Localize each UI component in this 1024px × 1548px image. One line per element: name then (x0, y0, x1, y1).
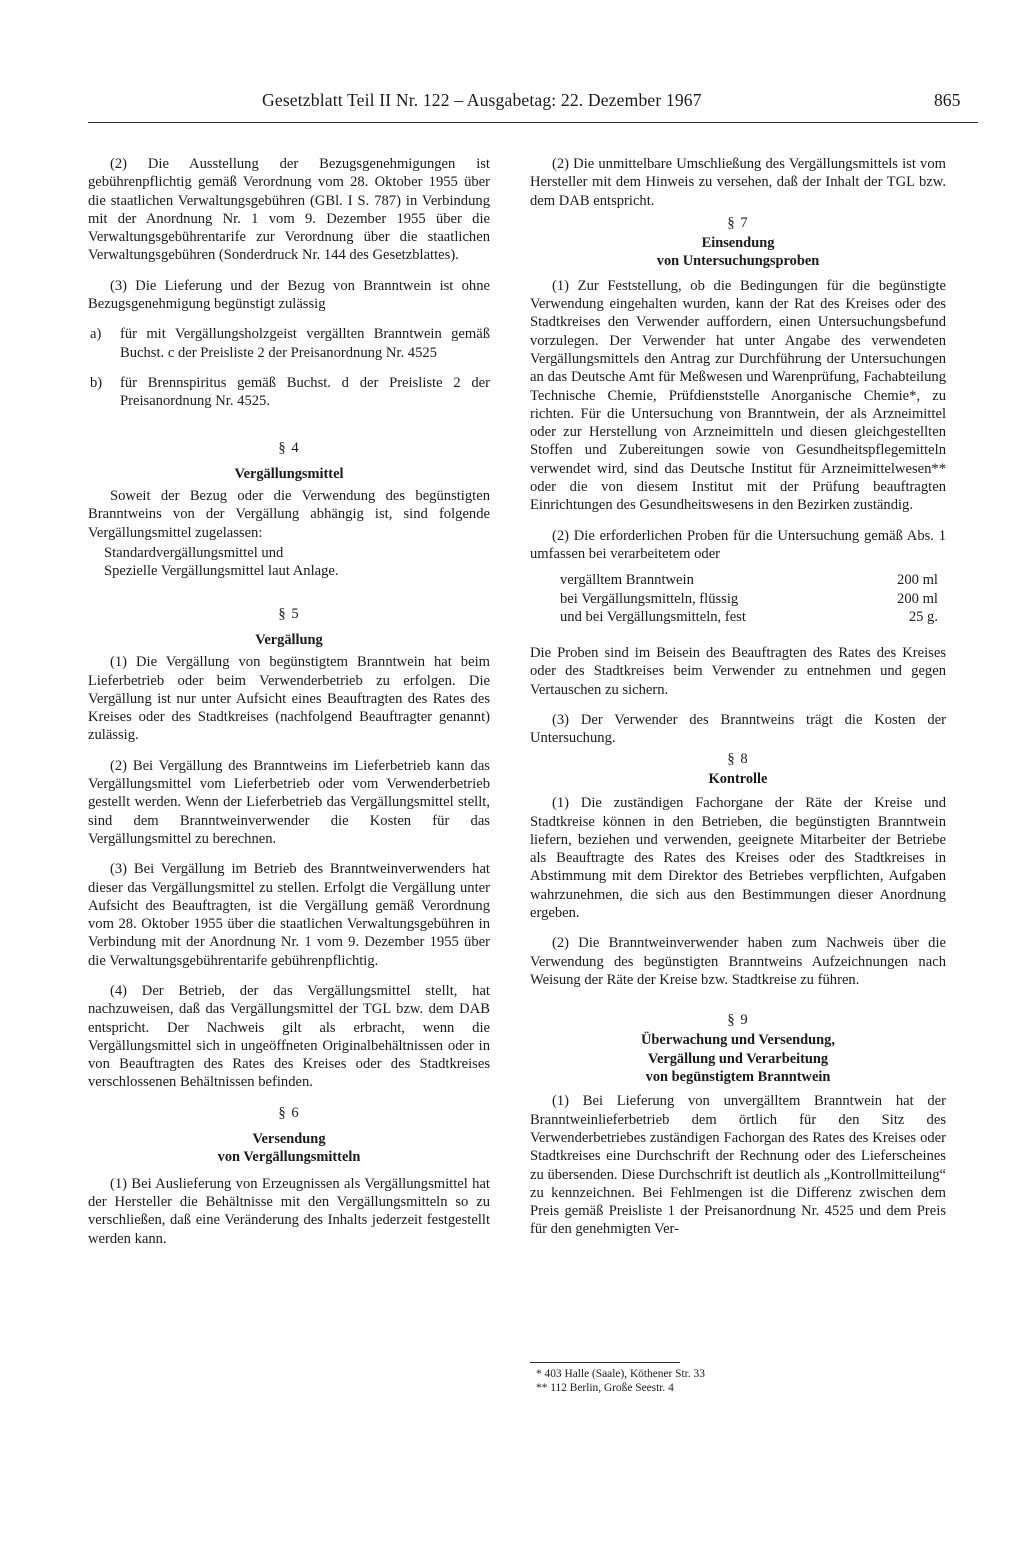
list-label: b) (90, 374, 103, 391)
right-column (530, 155, 946, 1251)
section-title (530, 1031, 946, 1086)
section-title: Kontrolle (708, 770, 768, 787)
paragraph: (1) Zur Feststellung, ob die Bedingungen für die begünstigte Verwendung eingehalten wurden, kann der Rat des Kreises oder des Stadtkreises den Verwender auffordern, einen Untersuchungsbefund vorzulegen. Der Verwender hat unter Angabe des verwendeten Vergällungsmittels den Antrag zur Durchführung der Untersuchungen an das Deutsche Amt für Meßwesen und Warenprüfung, Fachabteilung Technische Chemie, Prüfdienststelle Anorganische Chemie*, zu richten. Für die Untersuchung von Branntwein, der als Arzneimittel oder zur Herstellung von Arzneimitteln und diesen gleichgestellten Stoffen und Zubereitungen sowie von Gesundheitspflegemitteln verwendet wird, sind das Deutsche Institut für Arzneimittelwesen** oder die von diesem Institut mit der Prüfung beauftragten Einrichtungen des Gesundheitswesens in den Bezirken zuständig. (530, 277, 946, 514)
sample-table (530, 571, 946, 626)
header-rule (88, 122, 978, 123)
list-item: Standardvergällungsmittel und (104, 545, 284, 562)
section-title: Vergällungsmittel (234, 465, 344, 482)
table-label: vergälltem Branntwein (560, 572, 694, 589)
section-title-line: Überwachung und Versendung, (641, 1032, 835, 1049)
page-header (0, 86, 1024, 116)
section-title (88, 1130, 490, 1167)
section-title: Vergällung (255, 631, 323, 648)
section-number: § 6 (278, 1104, 300, 1121)
section-number: § 5 (278, 605, 300, 622)
table-value: 200 ml (897, 590, 938, 607)
list-label: a) (90, 326, 102, 343)
section-title-line: Vergällung und Verarbeitung (647, 1050, 829, 1067)
paragraph: (1) Bei Auslieferung von Erzeugnissen als Vergällungsmittel hat der Hersteller die Behältnisse mit den Vergällungsmitteln so zu verschließen, daß eine Veränderung des Inhalts jederzeit festgestellt werden kann. (88, 1175, 490, 1247)
list-text: für Brennspiritus gemäß Buchst. d der Preisliste 2 der Preisanordnung Nr. 4525. (120, 374, 490, 410)
section-number: § 9 (727, 1012, 749, 1029)
footnote: * 403 Halle (Saale), Köthener Str. 33 (536, 1368, 705, 1380)
paragraph: (1) Die zuständigen Fachorgane der Räte der Kreise und Stadtkreise können in den Betrieben, die begünstigten Branntwein liefern, beziehen und verwenden, geeignete Mitarbeiter der Betriebe als Beauftragte des Rates des Kreises oder des Stadtkreises in Abstimmung mit dem Direktor des Betriebes verpflichten, Aufgaben wahrzunehmen, die sich aus den Bestimmungen dieser Anordnung ergeben. (530, 795, 946, 921)
section-title-line: von Untersuchungsproben (656, 253, 820, 270)
paragraph: Die Proben sind im Beisein des Beauftragten des Rates des Kreises oder des Stadtkreises beim Verwender zu entnehmen und gegen Vertauschen zu sichern. (530, 645, 946, 698)
footnote: ** 112 Berlin, Große Seestr. 4 (536, 1382, 674, 1394)
section-number: § 7 (727, 214, 749, 231)
section-number: § 4 (278, 439, 300, 456)
table-label: und bei Vergällungsmitteln, fest (560, 608, 746, 625)
section-title-line: von begünstigtem Branntwein (645, 1069, 831, 1086)
list-item: Spezielle Vergällungsmittel laut Anlage. (104, 563, 339, 580)
paragraph: (1) Die Vergällung von begünstigtem Branntwein hat beim Lieferbetrieb oder beim Verwenderbetrieb zu erfolgen. Die Vergällung ist nur unter Aufsicht eines Beauftragten des Rates des Kreises oder des Stadtkreises (nachfolgend Beauftragter genannt) zulässig. (88, 654, 490, 744)
list-item (88, 374, 490, 411)
table-value: 25 g. (908, 608, 938, 625)
table-value: 200 ml (897, 572, 938, 589)
section-title-line: Versendung (252, 1131, 326, 1148)
table-row (530, 608, 946, 626)
paragraph: (2) Die erforderlichen Proben für die Untersuchung gemäß Abs. 1 umfassen bei verarbeitetem oder (530, 527, 946, 562)
list-text: für mit Vergällungsholzgeist vergällten Branntwein gemäß Buchst. c der Preisliste 2 der Preisanordnung Nr. 4525 (120, 326, 490, 361)
footnotes (530, 1362, 946, 1395)
vergaellungsmittel-list (104, 544, 490, 581)
section-title-line: von Vergällungsmitteln (217, 1149, 361, 1166)
section-title (530, 234, 946, 271)
paragraph: (1) Bei Lieferung von unvergälltem Branntwein hat der Branntweinlieferbetrieb dem örtlich für den Sitz des Verwenderbetriebes zuständigen Fachorgan des Rates des Kreises oder Stadtkreises eine Durchschrift der Rechnung oder des Lieferscheines zu übersenden. Diese Durchschrift ist deutlich als „Kontrollmitteilung“ zu kennzeichnen. Bei Fehlmengen ist die Differenz zwischen dem Preis gemäß Preisliste 1 der Preisanordnung Nr. 4525 und dem Preis für den genehmigten Ver- (530, 1093, 946, 1238)
paragraph: (4) Der Betrieb, der das Vergällungsmittel stellt, hat nachzuweisen, daß das Vergällungsmittel der TGL bzw. dem DAB entspricht. Der Nachweis gilt als erbracht, wenn die Vergällungsmittel sich in ungeöffneten Originalbehältnissen oder in von Beauftragten des Rates des Kreises oder des Stadtkreises verschlossenen Behältnissen befinden. (88, 982, 490, 1091)
table-label: bei Vergällungsmitteln, flüssig (560, 590, 739, 607)
paragraph: (3) Bei Vergällung im Betrieb des Branntweinverwenders hat dieser das Vergällungsmittel zu stellen. Erfolgt die Vergällung unter Aufsicht des Beauftragten, ist die Vergällung gemäß Verordnung vom 28. Oktober 1955 über die staatlichen Verwaltungsgebühren in Verbindung mit der Anordnung Nr. 1 vom 9. Dezember 1955 über die Verwaltungsgebührentarife gebührenpflichtig. (88, 861, 490, 969)
paragraph: Soweit der Bezug oder die Verwendung des begünstigten Branntweins von der Vergällung abhängig ist, sind folgende Vergällungsmittel zugelassen: (88, 488, 490, 541)
paragraph: (2) Die Branntweinverwender haben zum Nachweis über die Verwendung des begünstigten Branntweins Aufzeichnungen nach Weisung der Räte der Kreise bzw. Stadtkreise zu führen. (530, 935, 946, 988)
section-title-line: Einsendung (701, 235, 775, 252)
paragraph: (2) Die unmittelbare Umschließung des Vergällungsmittels ist vom Hersteller mit dem Hinweis zu versehen, daß der Inhalt der TGL bzw. dem DAB entspricht. (530, 156, 946, 209)
list-item (88, 325, 490, 362)
table-row (530, 590, 946, 608)
page-number: 865 (934, 90, 961, 110)
footnote-rule (530, 1362, 680, 1363)
paragraph: (3) Der Verwender des Branntweins trägt die Kosten der Untersuchung. (530, 712, 946, 747)
paragraph: (2) Bei Vergällung des Branntweins im Lieferbetrieb kann das Vergällungsmittel vom Lieferbetrieb oder vom Verwenderbetrieb gestellt werden. Wenn der Lieferbetrieb das Vergällungsmittel stellt, sind dem Branntweinverwender die Kosten für das Vergällungsmittel zu berechnen. (88, 757, 490, 847)
paragraph: (2) Die Ausstellung der Bezugsgenehmigungen ist gebührenpflichtig gemäß Verordnung vom 28. Oktober 1955 über die staatlichen Verwaltungsgebühren (GBl. I S. 787) in Verbindung mit der Anordnung Nr. 1 vom 9. Dezember 1955 über die Verwaltungsgebührentarife zur Verordnung über die staatlichen Verwaltungsgebühren (Sonderdruck Nr. 144 des Gesetzblattes). (88, 156, 490, 264)
section-number: § 8 (727, 750, 749, 767)
header-title: Gesetzblatt Teil II Nr. 122 – Ausgabetag: 22. Dezember 1967 (262, 90, 702, 110)
table-row (530, 571, 946, 589)
paragraph: (3) Die Lieferung und der Bezug von Branntwein ist ohne Bezugsgenehmigung begünstigt zulässig (88, 277, 490, 313)
left-column (88, 155, 490, 1260)
